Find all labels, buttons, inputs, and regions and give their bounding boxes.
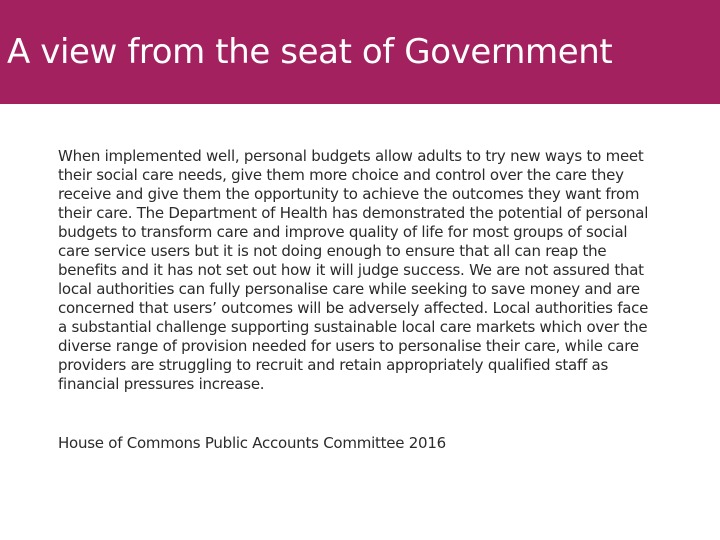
- quote-source: House of Commons Public Accounts Committee 2016: [58, 434, 446, 452]
- slide-title: A view from the seat of Government: [7, 32, 613, 72]
- title-bar: [0, 0, 720, 104]
- quote-paragraph: When implemented well, personal budgets allow adults to try new ways to meet their social care needs, give them more choice and control over the care they receive and give them the opportunity to achieve the outcomes they want from their care. The Department of Health has demonstrated the potential of personal budgets to transform care and improve quality of life for most groups of social care service users but it is not doing enough to ensure that all can reap the benefits and it has not set out how it will judge success. We are not assured that local authorities can fully personalise care while seeking to save money and are concerned that users’ outcomes will be adversely affected. Local authorities face a substantial challenge supporting sustainable local care markets which over the diverse range of provision needed for users to personalise their care, while care providers are struggling to recruit and retain appropriately qualified staff as financial pressures increase.: [58, 147, 649, 393]
